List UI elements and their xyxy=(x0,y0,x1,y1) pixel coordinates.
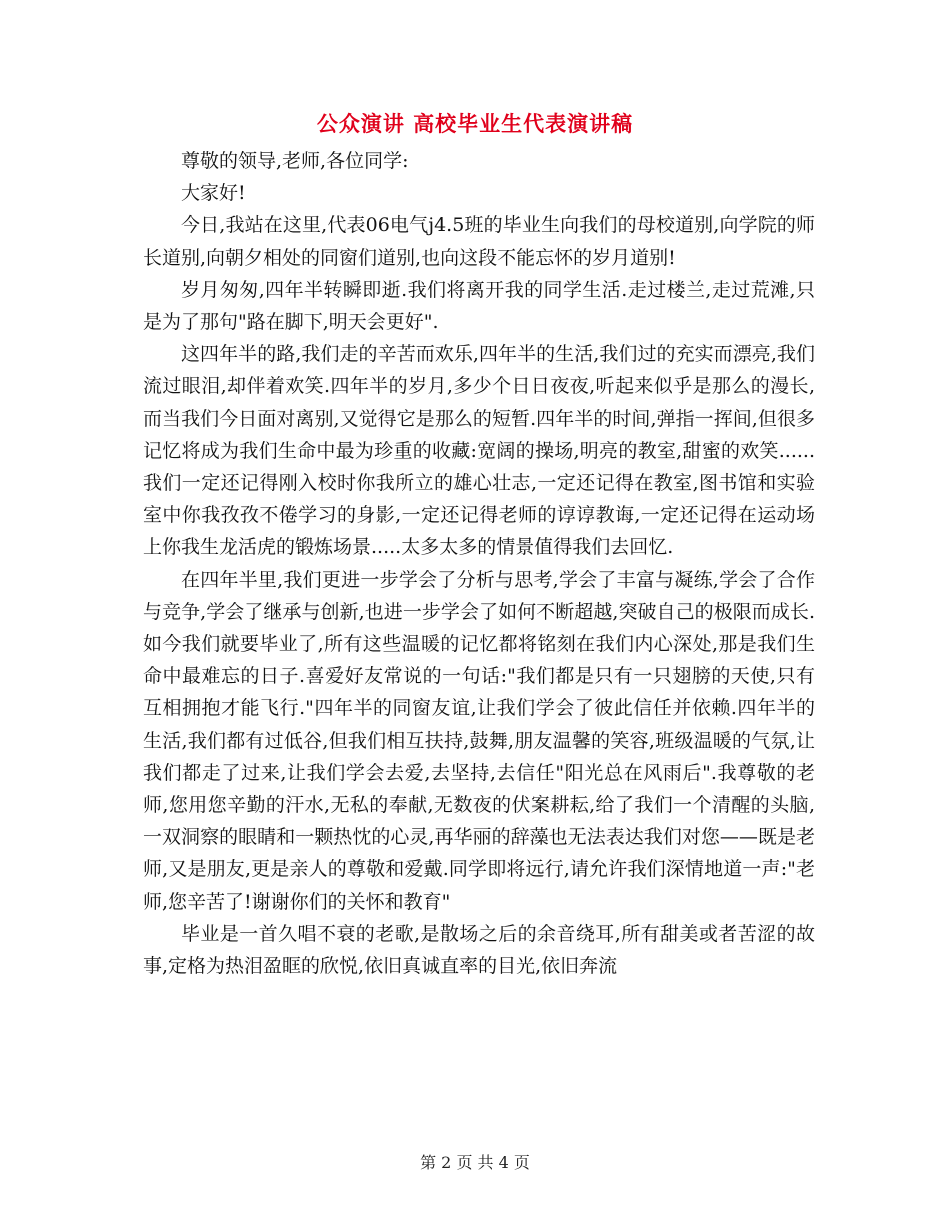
body-paragraph: 岁月匆匆,四年半转瞬即逝.我们将离开我的同学生活.走过楼兰,走过荒滩,只是为了那句"路在脚下,明天会更好". xyxy=(143,278,815,334)
body-paragraph: 在四年半里,我们更进一步学会了分析与思考,学会了丰富与凝练,学会了合作与竞争,学会了继承与创新,也进一步学会了如何不断超越,突破自己的极限而成长.如今我们就要毕业了,所有这些温暖的记忆都将铭刻在我们内心深处,那是我们生命中最难忘的日子.喜爱好友常说的一句话:"我们都是只有一只翅膀的天使,只有互相拥抱才能飞行."四年半的同窗友谊,让我们学会了彼此信任并依赖.四年半的生活,我们都有过低谷,但我们相互扶持,鼓舞,朋友温馨的笑容,班级温暖的气氛,让我们都走了过来,让我们学会去爱,去坚持,去信任"阳光总在风雨后".我尊敬的老师,您用您辛勤的汗水,无私的奉献,无数夜的伏案耕耘,给了我们一个清醒的头脑,一双洞察的眼睛和一颗热忱的心灵,再华丽的辞藻也无法表达我们对您——既是老师,又是朋友,更是亲人的尊敬和爱戴.同学即将远行,请允许我们深情地道一声:"老师,您辛苦了!谢谢你们的关怀和教育" xyxy=(143,568,815,913)
page-number-footer: 第 2 页 共 4 页 xyxy=(420,1153,530,1172)
document-title: 公众演讲 高校毕业生代表演讲稿 xyxy=(316,111,634,136)
salutation-paragraph: 尊敬的领导,老师,各位同学: xyxy=(181,150,409,172)
body-paragraph: 毕业是一首久唱不衰的老歌,是散场之后的余音绕耳,所有甜美或者苦涩的故事,定格为热泪盈眶的欣悦,依旧真诚直率的目光,依旧奔流 xyxy=(143,922,815,978)
document-body xyxy=(143,145,815,982)
body-paragraph: 这四年半的路,我们走的辛苦而欢乐,四年半的生活,我们过的充实而漂亮,我们流过眼泪,却伴着欢笑.四年半的岁月,多少个日日夜夜,听起来似乎是那么的漫长,而当我们今日面对离别,又觉得它是那么的短暂.四年半的时间,弹指一挥间,但很多记忆将成为我们生命中最为珍重的收藏:宽阔的操场,明亮的教室,甜蜜的欢笑......我们一定还记得刚入校时你我所立的雄心壮志,一定还记得在教室,图书馆和实验室中你我孜孜不倦学习的身影,一定还记得老师的谆谆教诲,一定还记得在运动场上你我生龙活虎的锻炼场景.....太多太多的情景值得我们去回忆. xyxy=(143,343,815,559)
body-paragraph: 今日,我站在这里,代表06电气j4.5班的毕业生向我们的母校道别,向学院的师长道别,向朝夕相处的同窗们道别,也向这段不能忘怀的岁月道别! xyxy=(143,214,815,269)
greeting-paragraph: 大家好! xyxy=(181,182,246,205)
